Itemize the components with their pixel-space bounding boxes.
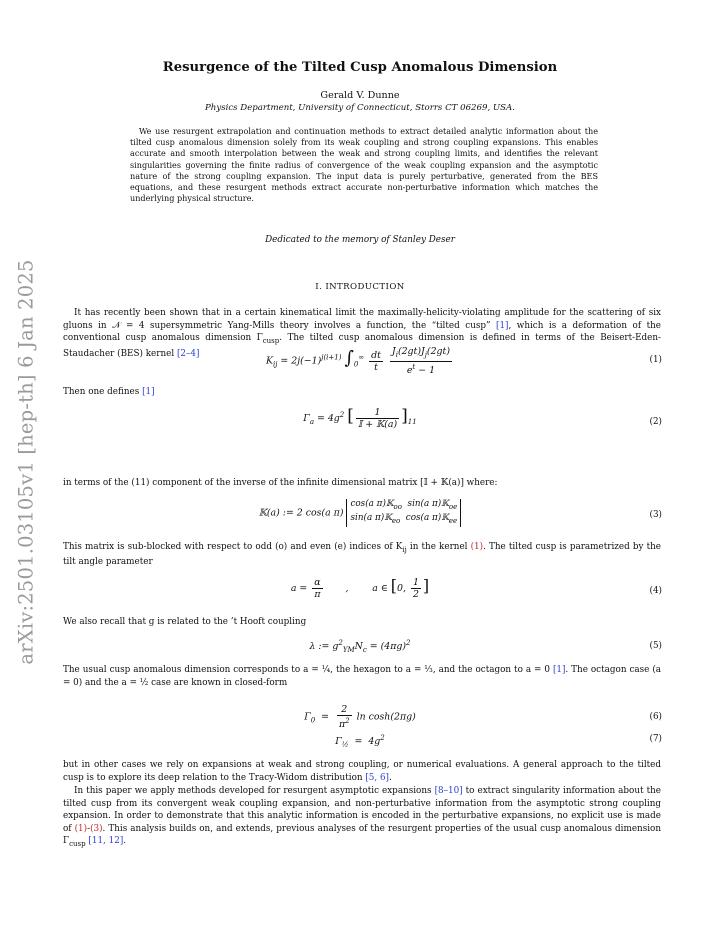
equation-4: a = $\frac{\alpha}{\pi}$ , a ∈ [0, $\frac{1}{2}$ ] bbox=[290, 576, 430, 600]
equation-link[interactable]: (1) bbox=[74, 823, 88, 834]
citation-link[interactable]: [1] bbox=[496, 320, 509, 331]
paragraph: This matrix is sub-blocked with respect to odd (o) and even (e) indices of $K_{ij}$ in the kernel (1). The tilted cusp is parametrized by the tilt angle parameter bbox=[63, 542, 662, 568]
citation-link[interactable]: [5, 6] bbox=[365, 772, 389, 783]
equation-number: (3) bbox=[649, 510, 662, 520]
equation-number: (7) bbox=[649, 734, 662, 744]
citation-link[interactable]: [11, 12] bbox=[88, 836, 124, 847]
equation-link[interactable]: (3) bbox=[90, 823, 103, 834]
citation-link[interactable]: [1] bbox=[142, 387, 155, 397]
paragraph-intro: It has recently been shown that in a certain kinematical limit the maximally-helicity-violating amplitude for the scattering of six gluons in 𝒩 = 4 supersymmetric Yang-Mills theory involves a function, the “tilted cusp” [1], which is a deformation of the conventional cusp anomalous dimension $\Gamma_{cusp}$. The tilted cusp anomalous dimension is defined in terms of the Beisert-Eden-Staudacher (BES) kernel [2–4] bbox=[63, 308, 662, 359]
arxiv-sidebar bbox=[6, 259, 46, 665]
paragraph: Then one defines [1] bbox=[63, 387, 155, 397]
paragraph: in terms of the (11) component of the inverse of the infinite dimensional matrix [𝕀 + 𝕂(a)] where: bbox=[63, 478, 498, 488]
abstract: We use resurgent extrapolation and continuation methods to extract detailed analytic information about the tilted cusp anomalous dimension solely from its weak coupling and strong coupling expansions. This enables accurate and smooth interpolation between the weak and strong coupling limits, and identifies the relevant singularities governing the finite radius of convergence of the weak coupling expansion and the asymptotic nature of the strong coupling expansion. The input data is purely perturbative, generated from the BES equations, and these resurgent methods extract accurate non-perturbative information which matches the underlying physical structure. bbox=[130, 126, 598, 204]
paragraph: The usual cusp anomalous dimension corresponds to a = ¼, the hexagon to a = ⅓, and the octagon to a = 0 [1]. The octagon case (a = 0) and the a = ½ case are known in closed-form bbox=[63, 665, 661, 688]
equation-5: λ := $g^2_{YM}N_c = (4\pi g)^2$ bbox=[309, 639, 411, 654]
paper-title: Resurgence of the Tilted Cusp Anomalous Dimension bbox=[162, 60, 558, 75]
arxiv-identifier: arXiv:2501.03105v1 [hep-th] 6 Jan 2025 bbox=[14, 259, 38, 665]
equation-7: $\Gamma_{\frac{1}{2}} = 4g^2$ bbox=[335, 734, 385, 749]
dedication: Dedicated to the memory of Stanley Deser bbox=[265, 235, 455, 245]
citation-link[interactable]: [8–10] bbox=[434, 786, 463, 796]
equation-number: (1) bbox=[649, 355, 662, 365]
equation-number: (2) bbox=[649, 417, 662, 427]
equation-2: $\Gamma_a = 4g^2$ [ $\frac{1}{\text{𝕀 + 𝕂(a)}}$ ]$_{11}$ bbox=[303, 406, 417, 430]
paragraph: but in other cases we rely on expansions at weak and strong coupling, or numerical evaluations. A general approach to the tilted cusp is to explore its deep relation to the Tracy-Widom distribution [5, 6]. bbox=[63, 760, 661, 783]
paragraph: In this paper we apply methods developed for resurgent asymptotic expansions [8–10] to extract singularity information about the tilted cusp from its convergent weak coupling expansion, and non-perturbative information from the asymptotic strong coupling expansion. In order to demonstrate that this analytic information is encoded in the perturbative expansions, no explicit use is made of (1)-(3). This analysis builds on, and extends, previous analyses of the resurgent properties of the usual cusp anomalous dimension $\Gamma_{cusp}$ [11, 12]. bbox=[63, 786, 661, 849]
citation-link[interactable]: [1] bbox=[552, 665, 566, 675]
paragraph: We also recall that g is related to the ’t Hooft coupling bbox=[63, 617, 307, 627]
equation-link[interactable]: (1) bbox=[470, 542, 484, 552]
equation-number: (6) bbox=[649, 712, 662, 722]
section-heading: I. INTRODUCTION bbox=[315, 282, 405, 292]
equation-1: $K_{ij} = 2j(-1)^{j(i+1)}$ $\int_0^\infty$ $\frac{dt}{t}$ $\frac{J_i(2gt)J_j(2gt)}{e^t - 1}$ bbox=[266, 346, 450, 376]
affiliation: Physics Department, University of Connecticut, Storrs CT 06269, USA. bbox=[205, 103, 515, 113]
equation-number: (4) bbox=[649, 586, 662, 596]
citation-link[interactable]: [2–4] bbox=[176, 348, 200, 359]
equation-6: $\Gamma_0$ = $\frac{2}{\pi^2}$ ln cosh(2πg) bbox=[304, 704, 416, 731]
author: Gerald V. Dunne bbox=[320, 90, 400, 101]
equation-3: 𝕂(a) := 2 cos(a π) cos(a π)𝕂$_{oo}$ sin(a π)𝕂$_{oe}$ sin(a π)𝕂$_{eo}$ cos(a π)𝕂$_{ee}$ bbox=[150, 499, 570, 527]
equation-number: (5) bbox=[649, 641, 662, 651]
